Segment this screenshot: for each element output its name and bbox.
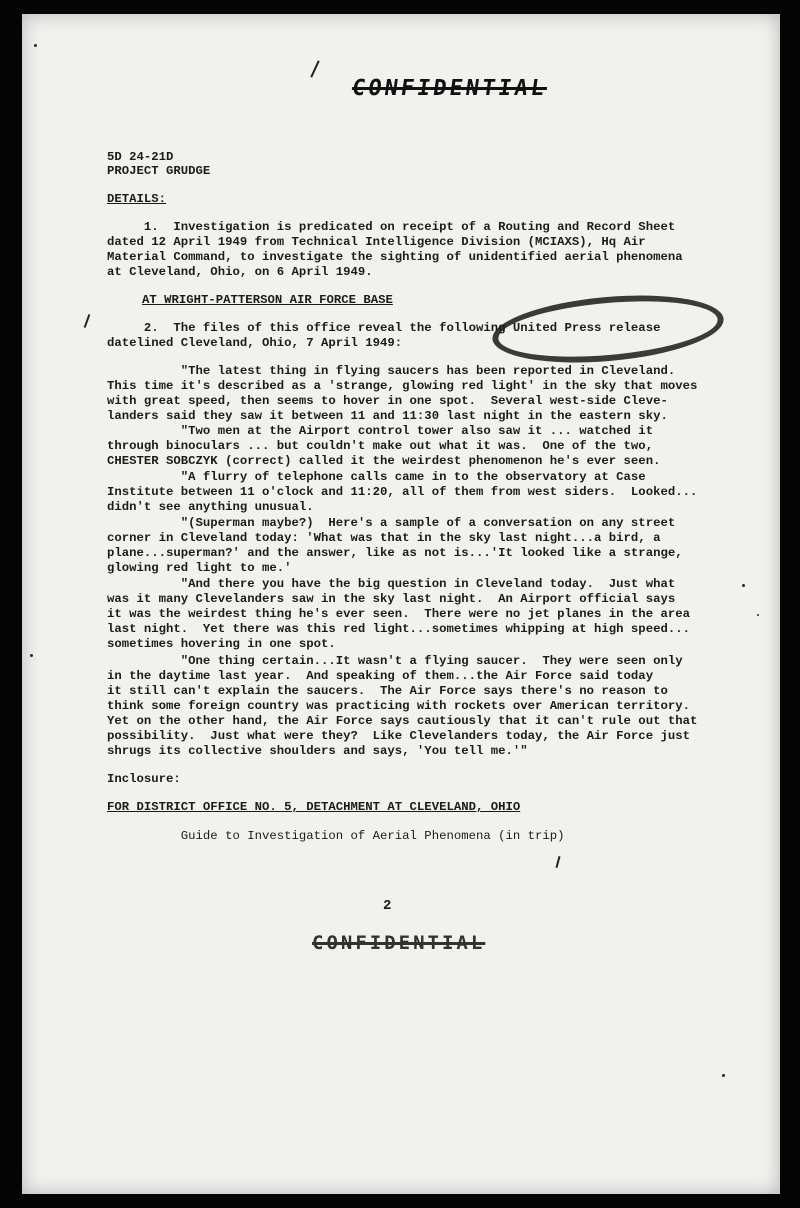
para2-line: datelined Cleveland, Ohio, 7 April 1949: xyxy=(107,336,403,350)
para1-line: dated 12 April 1949 from Technical Intelligence Division (MCIAXS), Hq Air xyxy=(107,235,646,249)
inclosure-item: Guide to Investigation of Aerial Phenomena (in trip) xyxy=(107,829,565,843)
para1-line: at Cleveland, Ohio, on 6 April 1949. xyxy=(107,265,373,279)
scan-speck xyxy=(722,1074,725,1077)
quote-line: "(Superman maybe?) Here's a sample of a conversation on any street xyxy=(107,516,676,530)
para1-line: Material Command, to investigate the sighting of unidentified aerial phenomena xyxy=(107,250,683,264)
district-office-heading: FOR DISTRICT OFFICE NO. 5, DETACHMENT AT CLEVELAND, OHIO xyxy=(107,800,521,814)
page-number: 2 xyxy=(383,898,392,914)
quote-line: with great speed, then seems to hover in one spot. Several west-side Cleve- xyxy=(107,394,668,408)
quote-line: "Two men at the Airport control tower also saw it ... watched it xyxy=(107,424,654,438)
quote-line: through binoculars ... but couldn't make out what it was. One of the two, xyxy=(107,439,654,453)
quote-line: was it many Clevelanders saw in the sky last night. An Airport official says xyxy=(107,592,676,606)
inclosure-label: Inclosure: xyxy=(107,772,181,786)
quote-line: last night. Yet there was this red light...sometimes whipping at high speed... xyxy=(107,622,690,636)
details-heading: DETAILS: xyxy=(107,192,167,206)
pen-mark xyxy=(310,60,319,77)
quote-line: it was the weirdest thing he's ever seen. There were no jet planes in the area xyxy=(107,607,690,621)
project-name: PROJECT GRUDGE xyxy=(107,164,211,178)
file-number: 5D 24-21D xyxy=(107,150,174,164)
pen-mark xyxy=(555,856,560,868)
quote-line: Yet on the other hand, the Air Force says cautiously that it can't rule out that xyxy=(107,714,698,728)
confidential-stamp-top: CONFIDENTIAL xyxy=(350,76,549,101)
para1-line: 1. Investigation is predicated on receipt of a Routing and Record Sheet xyxy=(107,220,676,234)
quote-line: This time it's described as a 'strange, glowing red light' in the sky that moves xyxy=(107,379,698,393)
section-heading: AT WRIGHT-PATTERSON AIR FORCE BASE xyxy=(142,293,393,307)
quote-line: in the daytime last year. And speaking of them...the Air Force said today xyxy=(107,669,654,683)
quote-line: CHESTER SOBCZYK (correct) called it the weirdest phenomenon he's ever seen. xyxy=(107,454,661,468)
scan-speck xyxy=(34,44,37,47)
quote-line: glowing red light to me.' xyxy=(107,561,292,575)
quote-line: plane...superman?' and the answer, like as not is...'It looked like a strange, xyxy=(107,546,683,560)
quote-line: possibility. Just what were they? Like Clevelanders today, the Air Force just xyxy=(107,729,690,743)
quote-line: corner in Cleveland today: 'What was that in the sky last night...a bird, a xyxy=(107,531,661,545)
quote-line: think some foreign country was practicing with rockets over American territory. xyxy=(107,699,690,713)
quote-line: it still can't explain the saucers. The Air Force says there's no reason to xyxy=(107,684,668,698)
quote-line: shrugs its collective shoulders and says, 'You tell me.'" xyxy=(107,744,528,758)
quote-line: didn't see anything unusual. xyxy=(107,500,314,514)
scan-speck xyxy=(742,584,745,587)
quote-line: "One thing certain...It wasn't a flying saucer. They were seen only xyxy=(107,654,683,668)
para2-line: 2. The files of this office reveal the following United Press release xyxy=(107,321,661,335)
quote-line: "A flurry of telephone calls came in to the observatory at Case xyxy=(107,470,646,484)
scan-speck xyxy=(757,614,759,616)
quote-line: "The latest thing in flying saucers has been reported in Cleveland. xyxy=(107,364,676,378)
quote-line: "And there you have the big question in Cleveland today. Just what xyxy=(107,577,676,591)
margin-mark xyxy=(84,314,91,328)
quote-line: landers said they saw it between 11 and 11:30 last night in the eastern sky. xyxy=(107,409,668,423)
quote-line: Institute between 11 o'clock and 11:20, all of them from west siders. Looked... xyxy=(107,485,698,499)
document-page xyxy=(22,14,780,1194)
scan-speck xyxy=(30,654,33,657)
confidential-stamp-bottom: CONFIDENTIAL xyxy=(312,932,486,954)
quote-line: sometimes hovering in one spot. xyxy=(107,637,336,651)
